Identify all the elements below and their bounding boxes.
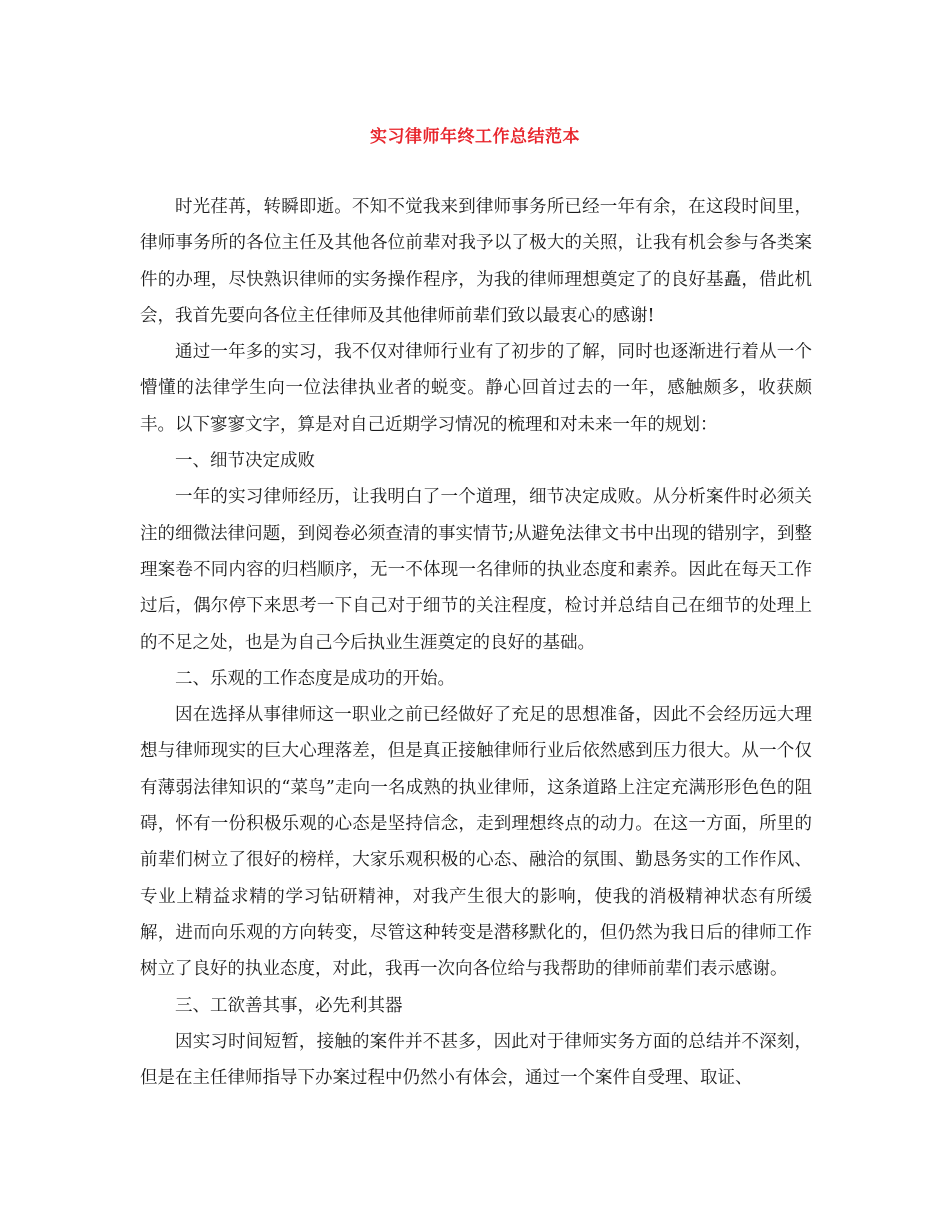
document-title: 实习律师年终工作总结范本 <box>370 127 580 147</box>
paragraph-intro: 时光荏苒，转瞬即逝。不知不觉我来到律师事务所已经一年有余，在这段时间里，律师事务所的各位主任及其他各位前辈对我予以了极大的关照，让我有机会参与各类案件的办理，尽快熟识律师的实务操作程序，为我的律师理想奠定了的良好基矗，借此机会，我首先要向各位主任律师及其他律师前辈们致以最衷心的感谢! <box>140 197 812 326</box>
paragraph-section-1: 一年的实习律师经历，让我明白了一个道理，细节决定成败。从分析案件时必须关注的细微法律问题，到阅卷必须查清的事实情节;从避免法律文书中出现的错别字，到整理案卷不同内容的归档顺序，无一不体现一名律师的执业态度和素养。因此在每天工作过后，偶尔停下来思考一下自己对于细节的关注程度，检讨并总结自己在细节的处理上的不足之处，也是为自己今后执业生涯奠定的良好的基础。 <box>140 487 812 653</box>
paragraph-section-2: 因在选择从事律师这一职业之前已经做好了充足的思想准备，因此不会经历远大理想与律师现实的巨大心理落差，但是真正接触律师行业后依然感到压力很大。从一个仅有薄弱法律知识的“菜鸟”走向一名成熟的执业律师，这条道路上注定充满形形色色的阻碍，怀有一份积极乐观的心态是坚持信念，走到理想终点的动力。在这一方面，所里的前辈们树立了很好的榜样，大家乐观积极的心态、融洽的氛围、勤恳务实的工作作风、专业上精益求精的学习钻研精神，对我产生很大的影响，使我的消极精神状态有所缓解，进而向乐观的方向转变，尽管这种转变是潜移默化的，但仍然为我日后的律师工作树立了良好的执业态度，对此，我再一次向各位给与我帮助的律师前辈们表示感谢。 <box>140 705 812 980</box>
document-body <box>140 189 812 1096</box>
paragraph-section-3: 因实习时间短暂，接触的案件并不甚多，因此对于律师实务方面的总结并不深刻，但是在主任律师指导下办案过程中仍然小有体会，通过一个案件自受理、取证、 <box>140 1031 812 1089</box>
section-heading-3: 三、工欲善其事，必先利其器 <box>175 995 403 1016</box>
section-heading-1: 一、细节决定成败 <box>175 451 315 472</box>
paragraph-overview: 通过一年多的实习，我不仅对律师行业有了初步的了解，同时也逐渐进行着从一个懵懂的法律学生向一位法律执业者的蜕变。静心回首过去的一年，感触颇多，收获颇丰。以下寥寥文字，算是对自己近期学习情况的梳理和对未来一年的规划： <box>140 342 812 435</box>
section-heading-2: 二、乐观的工作态度是成功的开始。 <box>175 668 455 689</box>
